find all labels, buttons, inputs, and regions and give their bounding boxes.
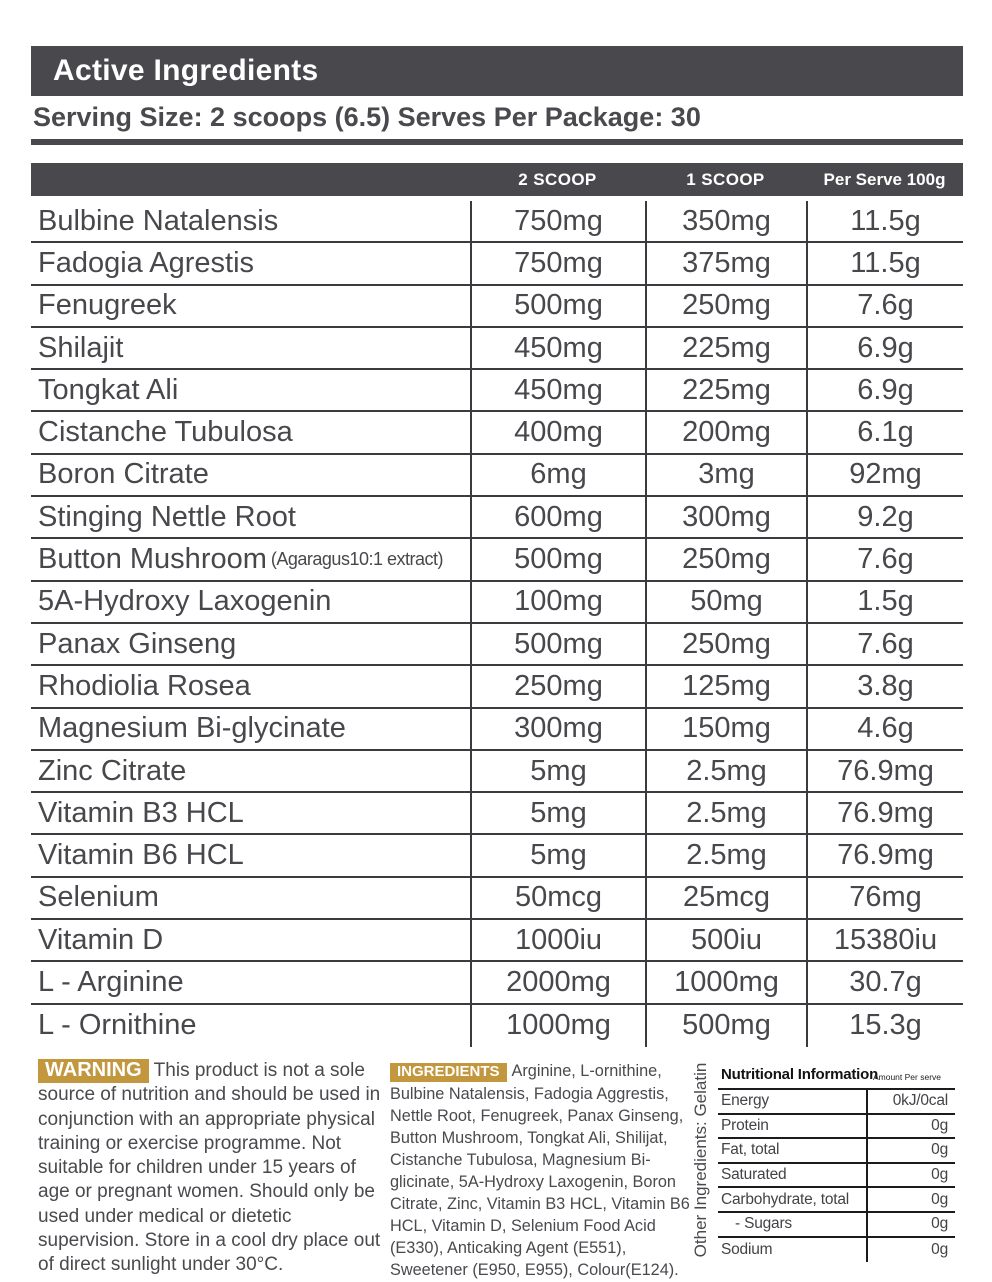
ingredient-perserve-value: 7.6g — [806, 624, 963, 664]
ingredient-1scoop-value: 500iu — [645, 920, 806, 960]
column-header-2-scoop: 2 SCOOP — [518, 170, 597, 189]
serving-size-line: Serving Size: 2 scoops (6.5) Serves Per Package: 30 — [33, 102, 701, 132]
ingredient-row — [31, 835, 963, 877]
nutrition-value: 0g — [931, 1166, 948, 1184]
ingredient-1scoop-value: 125mg — [645, 666, 806, 706]
ingredient-1scoop-value: 350mg — [645, 201, 806, 241]
other-ingredients-label: Other Ingredients: Gelatin — [691, 1062, 710, 1258]
ingredient-name: Tongkat Ali — [38, 373, 179, 406]
ingredient-2scoop-value: 500mg — [470, 539, 645, 579]
ingredient-row — [31, 1005, 963, 1047]
nutrition-row — [718, 1164, 955, 1189]
nutrition-label: - Sugars — [718, 1213, 868, 1236]
ingredient-name: Vitamin B3 HCL — [38, 796, 244, 829]
ingredient-1scoop-value: 500mg — [645, 1005, 806, 1047]
ingredient-1scoop-value: 250mg — [645, 624, 806, 664]
nutrition-row — [718, 1238, 955, 1263]
nutrition-panel-header — [718, 1064, 955, 1088]
nutrition-value: 0g — [931, 1190, 948, 1208]
nutrition-amount-per-serve-label: Amount Per serve — [872, 1072, 941, 1082]
nutrition-value: 0g — [931, 1240, 948, 1258]
nutrition-row — [718, 1188, 955, 1213]
ingredient-row — [31, 878, 963, 920]
ingredient-2scoop-value: 300mg — [470, 709, 645, 749]
ingredient-1scoop-value: 50mg — [645, 582, 806, 622]
ingredient-2scoop-value: 450mg — [470, 328, 645, 368]
ingredient-row — [31, 962, 963, 1004]
ingredient-2scoop-value: 250mg — [470, 666, 645, 706]
ingredients-text: Arginine, L-ornithine, Bulbine Natalensis, Fadogia Aggrestis, Nettle Root, Fenugreek, Panax Ginseng, Button Mushroom, Tongkat Ali, Shilijat, Cistanche Tubulosa, Magnesium Bi-glicinate, 5A-Hydroxy Laxogenin, Boron Citrate, Zinc, Vitamin B3 HCL, Vitamin B6 HCL, Vitamin D, Selenium Food Acid (E330), Anticaking Agent (E551), Sweetener (E950, E955), Colour(E124). — [390, 1062, 690, 1279]
ingredient-name: Button Mushroom (Agaragus10:1 extract) — [38, 543, 443, 576]
ingredient-2scoop-value: 750mg — [470, 201, 645, 241]
nutritional-information-panel — [718, 1064, 955, 1262]
ingredient-name: Rhodiolia Rosea — [38, 669, 251, 702]
ingredient-perserve-value: 15380iu — [806, 920, 963, 960]
active-ingredients-banner — [31, 46, 963, 96]
ingredient-row — [31, 582, 963, 624]
nutrition-label: Carbohydrate, total — [718, 1188, 868, 1211]
ingredient-perserve-value: 3.8g — [806, 666, 963, 706]
ingredient-name: 5A-Hydroxy Laxogenin — [38, 585, 332, 618]
ingredient-1scoop-value: 375mg — [645, 243, 806, 283]
ingredient-2scoop-value: 450mg — [470, 370, 645, 410]
ingredient-2scoop-value: 100mg — [470, 582, 645, 622]
column-header-1-scoop: 1 SCOOP — [686, 170, 765, 189]
ingredient-name: Cistanche Tubulosa — [38, 416, 293, 449]
ingredient-row — [31, 201, 963, 243]
ingredient-row — [31, 286, 963, 328]
ingredient-name: Panax Ginseng — [38, 627, 237, 660]
ingredient-name: L - Ornithine — [38, 1009, 197, 1042]
ingredient-perserve-value: 11.5g — [806, 243, 963, 283]
ingredient-1scoop-value: 3mg — [645, 455, 806, 495]
ingredient-name: Shilajit — [38, 331, 124, 364]
ingredient-name: Magnesium Bi-glycinate — [38, 712, 346, 745]
ingredient-perserve-value: 7.6g — [806, 539, 963, 579]
column-header-per-serve: Per Serve 100g — [823, 170, 946, 189]
ingredient-2scoop-value: 750mg — [470, 243, 645, 283]
ingredient-row — [31, 666, 963, 708]
ingredient-perserve-value: 76.9mg — [806, 751, 963, 791]
ingredient-perserve-value: 30.7g — [806, 962, 963, 1002]
ingredient-name: Vitamin B6 HCL — [38, 839, 244, 872]
ingredient-row — [31, 370, 963, 412]
ingredient-name: Fadogia Agrestis — [38, 246, 255, 279]
ingredient-perserve-value: 76mg — [806, 878, 963, 918]
nutrition-value: 0g — [931, 1116, 948, 1134]
ingredient-row — [31, 751, 963, 793]
ingredient-2scoop-value: 6mg — [470, 455, 645, 495]
ingredient-2scoop-value: 400mg — [470, 412, 645, 452]
divider-rule — [31, 139, 963, 145]
ingredient-1scoop-value: 150mg — [645, 709, 806, 749]
nutrition-row — [718, 1115, 955, 1140]
ingredients-block — [390, 1060, 692, 1281]
ingredient-perserve-value: 76.9mg — [806, 835, 963, 875]
ingredients-badge: INGREDIENTS — [390, 1063, 507, 1082]
warning-text: This product is not a sole source of nutrition and should be used in conjunction with an appropriate physical training or exercise programme. Not suitable for children under 15 years of age or pregnant women. Should only be used under medical or dietetic supervision. Store in a cool dry place out of direct sunlight under 30°C. — [38, 1060, 381, 1276]
ingredient-2scoop-value: 5mg — [470, 835, 645, 875]
ingredient-note: (Agaragus10:1 extract) — [270, 549, 443, 570]
table-header-row — [31, 163, 963, 196]
nutrition-value: 0g — [931, 1215, 948, 1233]
nutrition-label: Protein — [718, 1115, 868, 1138]
ingredient-perserve-value: 1.5g — [806, 582, 963, 622]
ingredient-1scoop-value: 2.5mg — [645, 751, 806, 791]
ingredient-1scoop-value: 300mg — [645, 497, 806, 537]
nutrition-value: 0kJ/0cal — [892, 1092, 948, 1110]
ingredient-1scoop-value: 1000mg — [645, 962, 806, 1002]
ingredient-1scoop-value: 2.5mg — [645, 835, 806, 875]
page-title: Active Ingredients — [53, 54, 319, 87]
ingredient-1scoop-value: 2.5mg — [645, 793, 806, 833]
ingredient-name: Zinc Citrate — [38, 754, 187, 787]
ingredient-1scoop-value: 250mg — [645, 539, 806, 579]
ingredient-1scoop-value: 25mcg — [645, 878, 806, 918]
nutrition-rows — [718, 1088, 955, 1262]
ingredient-row — [31, 793, 963, 835]
ingredient-row — [31, 624, 963, 666]
ingredient-perserve-value: 6.9g — [806, 370, 963, 410]
ingredient-1scoop-value: 200mg — [645, 412, 806, 452]
ingredient-name: Vitamin D — [38, 923, 164, 956]
ingredient-1scoop-value: 225mg — [645, 328, 806, 368]
ingredient-row — [31, 328, 963, 370]
ingredient-2scoop-value: 5mg — [470, 793, 645, 833]
nutrition-value: 0g — [931, 1141, 948, 1159]
ingredient-name: Stinging Nettle Root — [38, 500, 296, 533]
ingredient-name: Bulbine Natalensis — [38, 204, 279, 237]
ingredient-row — [31, 243, 963, 285]
ingredient-2scoop-value: 600mg — [470, 497, 645, 537]
ingredient-perserve-value: 7.6g — [806, 286, 963, 326]
ingredient-perserve-value: 6.1g — [806, 412, 963, 452]
ingredient-2scoop-value: 1000mg — [470, 1005, 645, 1047]
ingredient-perserve-value: 9.2g — [806, 497, 963, 537]
ingredient-row — [31, 539, 963, 581]
ingredient-perserve-value: 15.3g — [806, 1005, 963, 1047]
ingredient-perserve-value: 6.9g — [806, 328, 963, 368]
ingredient-2scoop-value: 2000mg — [470, 962, 645, 1002]
ingredient-name: L - Arginine — [38, 965, 184, 998]
ingredient-perserve-value: 4.6g — [806, 709, 963, 749]
ingredient-perserve-value: 76.9mg — [806, 793, 963, 833]
warning-badge: WARNING — [38, 1059, 149, 1083]
ingredient-row — [31, 709, 963, 751]
ingredient-perserve-value: 92mg — [806, 455, 963, 495]
ingredient-row — [31, 455, 963, 497]
ingredient-name: Boron Citrate — [38, 458, 209, 491]
nutrition-label: Saturated — [718, 1164, 868, 1187]
ingredient-2scoop-value: 500mg — [470, 286, 645, 326]
ingredient-name: Selenium — [38, 881, 159, 914]
ingredient-row — [31, 412, 963, 454]
ingredient-name: Fenugreek — [38, 289, 177, 322]
warning-block — [38, 1058, 383, 1278]
nutrition-row — [718, 1139, 955, 1164]
active-ingredients-table — [31, 201, 963, 1047]
ingredient-row — [31, 920, 963, 962]
ingredient-2scoop-value: 5mg — [470, 751, 645, 791]
nutrition-label: Fat, total — [718, 1139, 868, 1162]
ingredient-2scoop-value: 500mg — [470, 624, 645, 664]
ingredient-2scoop-value: 1000iu — [470, 920, 645, 960]
ingredient-row — [31, 497, 963, 539]
nutrition-label: Sodium — [718, 1238, 868, 1263]
nutrition-row — [718, 1213, 955, 1238]
ingredient-perserve-value: 11.5g — [806, 201, 963, 241]
nutrition-title: Nutritional Information — [721, 1066, 879, 1083]
nutrition-row — [718, 1090, 955, 1115]
ingredient-1scoop-value: 225mg — [645, 370, 806, 410]
ingredient-2scoop-value: 50mcg — [470, 878, 645, 918]
ingredient-1scoop-value: 250mg — [645, 286, 806, 326]
nutrition-label: Energy — [718, 1090, 868, 1113]
